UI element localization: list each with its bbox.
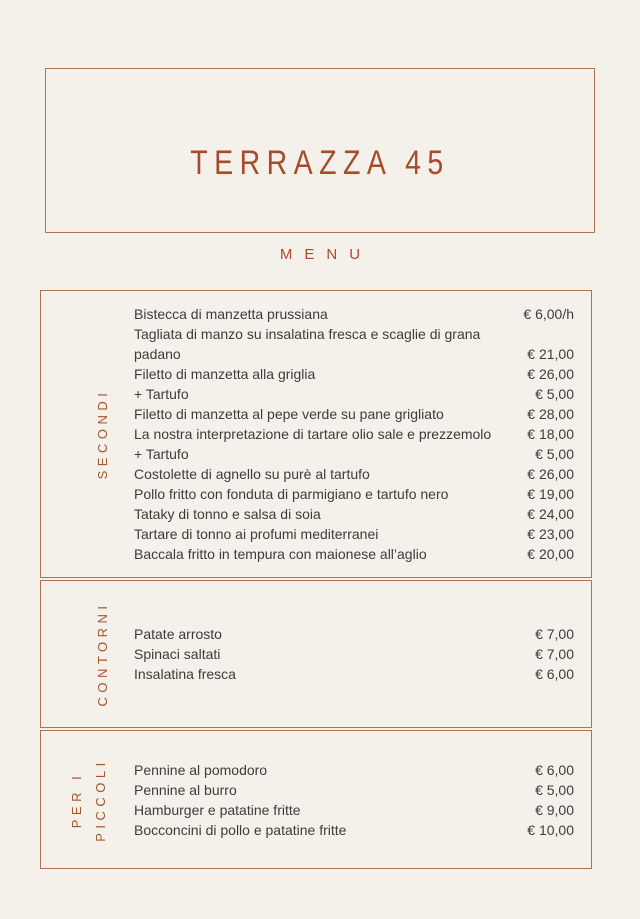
item-name: Costolette di agnello su purè al tartufo <box>134 466 370 482</box>
item-name: Pennine al burro <box>134 781 237 798</box>
item-name: Hamburger e patatine fritte <box>134 801 301 818</box>
menu-item-row <box>134 404 574 424</box>
item-price: € 28,00 <box>527 406 574 422</box>
item-price: € 18,00 <box>527 426 574 442</box>
item-name: Filetto di manzetta alla griglia <box>134 366 316 382</box>
item-price: € 26,00 <box>527 366 574 382</box>
menu-subtitle: MENU <box>279 246 373 263</box>
item-price: € 5,00 <box>535 781 574 798</box>
item-name: Pennine al pomodoro <box>134 761 268 778</box>
item-name: + Tartufo <box>134 386 189 402</box>
menu-sections <box>40 290 592 869</box>
item-price: € 6,00 <box>535 761 574 778</box>
section-label <box>91 389 115 480</box>
item-price: € 7,00 <box>535 626 574 642</box>
menu-item-row <box>134 644 574 664</box>
page-title: TERRAZZA 45 <box>190 142 450 182</box>
section-items <box>41 612 591 696</box>
item-name: Insalatina fresca <box>134 666 236 682</box>
menu-item-row <box>134 780 574 800</box>
menu-section-box <box>40 290 592 578</box>
menu-item-row <box>134 384 574 404</box>
menu-item-row <box>134 424 574 444</box>
menu-section-box <box>40 730 592 869</box>
item-name: Baccala fritto in tempura con maionese all’aglio <box>134 546 427 562</box>
item-price: € 23,00 <box>527 526 574 542</box>
item-name: Pollo fritto con fonduta di parmigiano e tartufo nero <box>134 486 449 502</box>
section-label <box>91 601 115 706</box>
menu-item-row <box>134 364 574 384</box>
item-name: Bistecca di manzetta prussiana <box>134 306 328 322</box>
item-name: + Tartufo <box>134 446 189 462</box>
item-name: Tagliata di manzo su insalatina fresca e scaglie di grana padano <box>134 326 481 362</box>
item-name: Tataky di tonno e salsa di soia <box>134 506 321 522</box>
section-label-line: CONTORNI <box>95 601 110 707</box>
menu-item-row <box>134 664 574 684</box>
item-name: Spinaci saltati <box>134 646 221 662</box>
item-price: € 7,00 <box>535 646 574 662</box>
menu-item-row <box>134 760 574 780</box>
menu-item-row <box>134 820 574 840</box>
section-label-line: SECONDI <box>95 388 110 480</box>
item-price: € 9,00 <box>535 801 574 818</box>
item-price: € 10,00 <box>527 821 574 838</box>
restaurant-title-box <box>45 68 595 233</box>
item-price: € 6,00 <box>535 666 574 682</box>
menu-item-row <box>134 444 574 464</box>
item-price: € 20,00 <box>527 546 574 562</box>
menu-item-row <box>134 484 574 504</box>
section-label-line: PER I <box>69 771 84 828</box>
menu-item-row <box>134 800 574 820</box>
item-name: Patate arrosto <box>134 626 222 642</box>
item-price: € 5,00 <box>535 446 574 462</box>
item-name: Tartare di tonno ai profumi mediterranei <box>134 526 379 542</box>
section-label-line: PICCOLI <box>93 757 108 842</box>
item-price: € 24,00 <box>527 506 574 522</box>
section-items <box>41 748 591 852</box>
item-name: La nostra interpretazione di tartare olio sale e prezzemolo <box>134 426 492 442</box>
menu-item-row <box>134 524 574 544</box>
item-price: € 26,00 <box>527 466 574 482</box>
menu-section-box <box>40 580 592 728</box>
menu-item-row <box>134 544 574 564</box>
item-name: Bocconcini di pollo e patatine fritte <box>134 821 347 838</box>
item-name: Filetto di manzetta al pepe verde su pane grigliato <box>134 406 444 422</box>
item-price: € 21,00 <box>527 346 574 362</box>
menu-item-row <box>134 324 574 364</box>
item-price: € 6,00/h <box>523 306 574 322</box>
item-price: € 5,00 <box>535 386 574 402</box>
section-items <box>41 292 591 576</box>
menu-item-row <box>134 624 574 644</box>
menu-item-row <box>134 304 574 324</box>
menu-item-row <box>134 464 574 484</box>
section-label <box>65 758 113 842</box>
menu-item-row <box>134 504 574 524</box>
item-price: € 19,00 <box>527 486 574 502</box>
